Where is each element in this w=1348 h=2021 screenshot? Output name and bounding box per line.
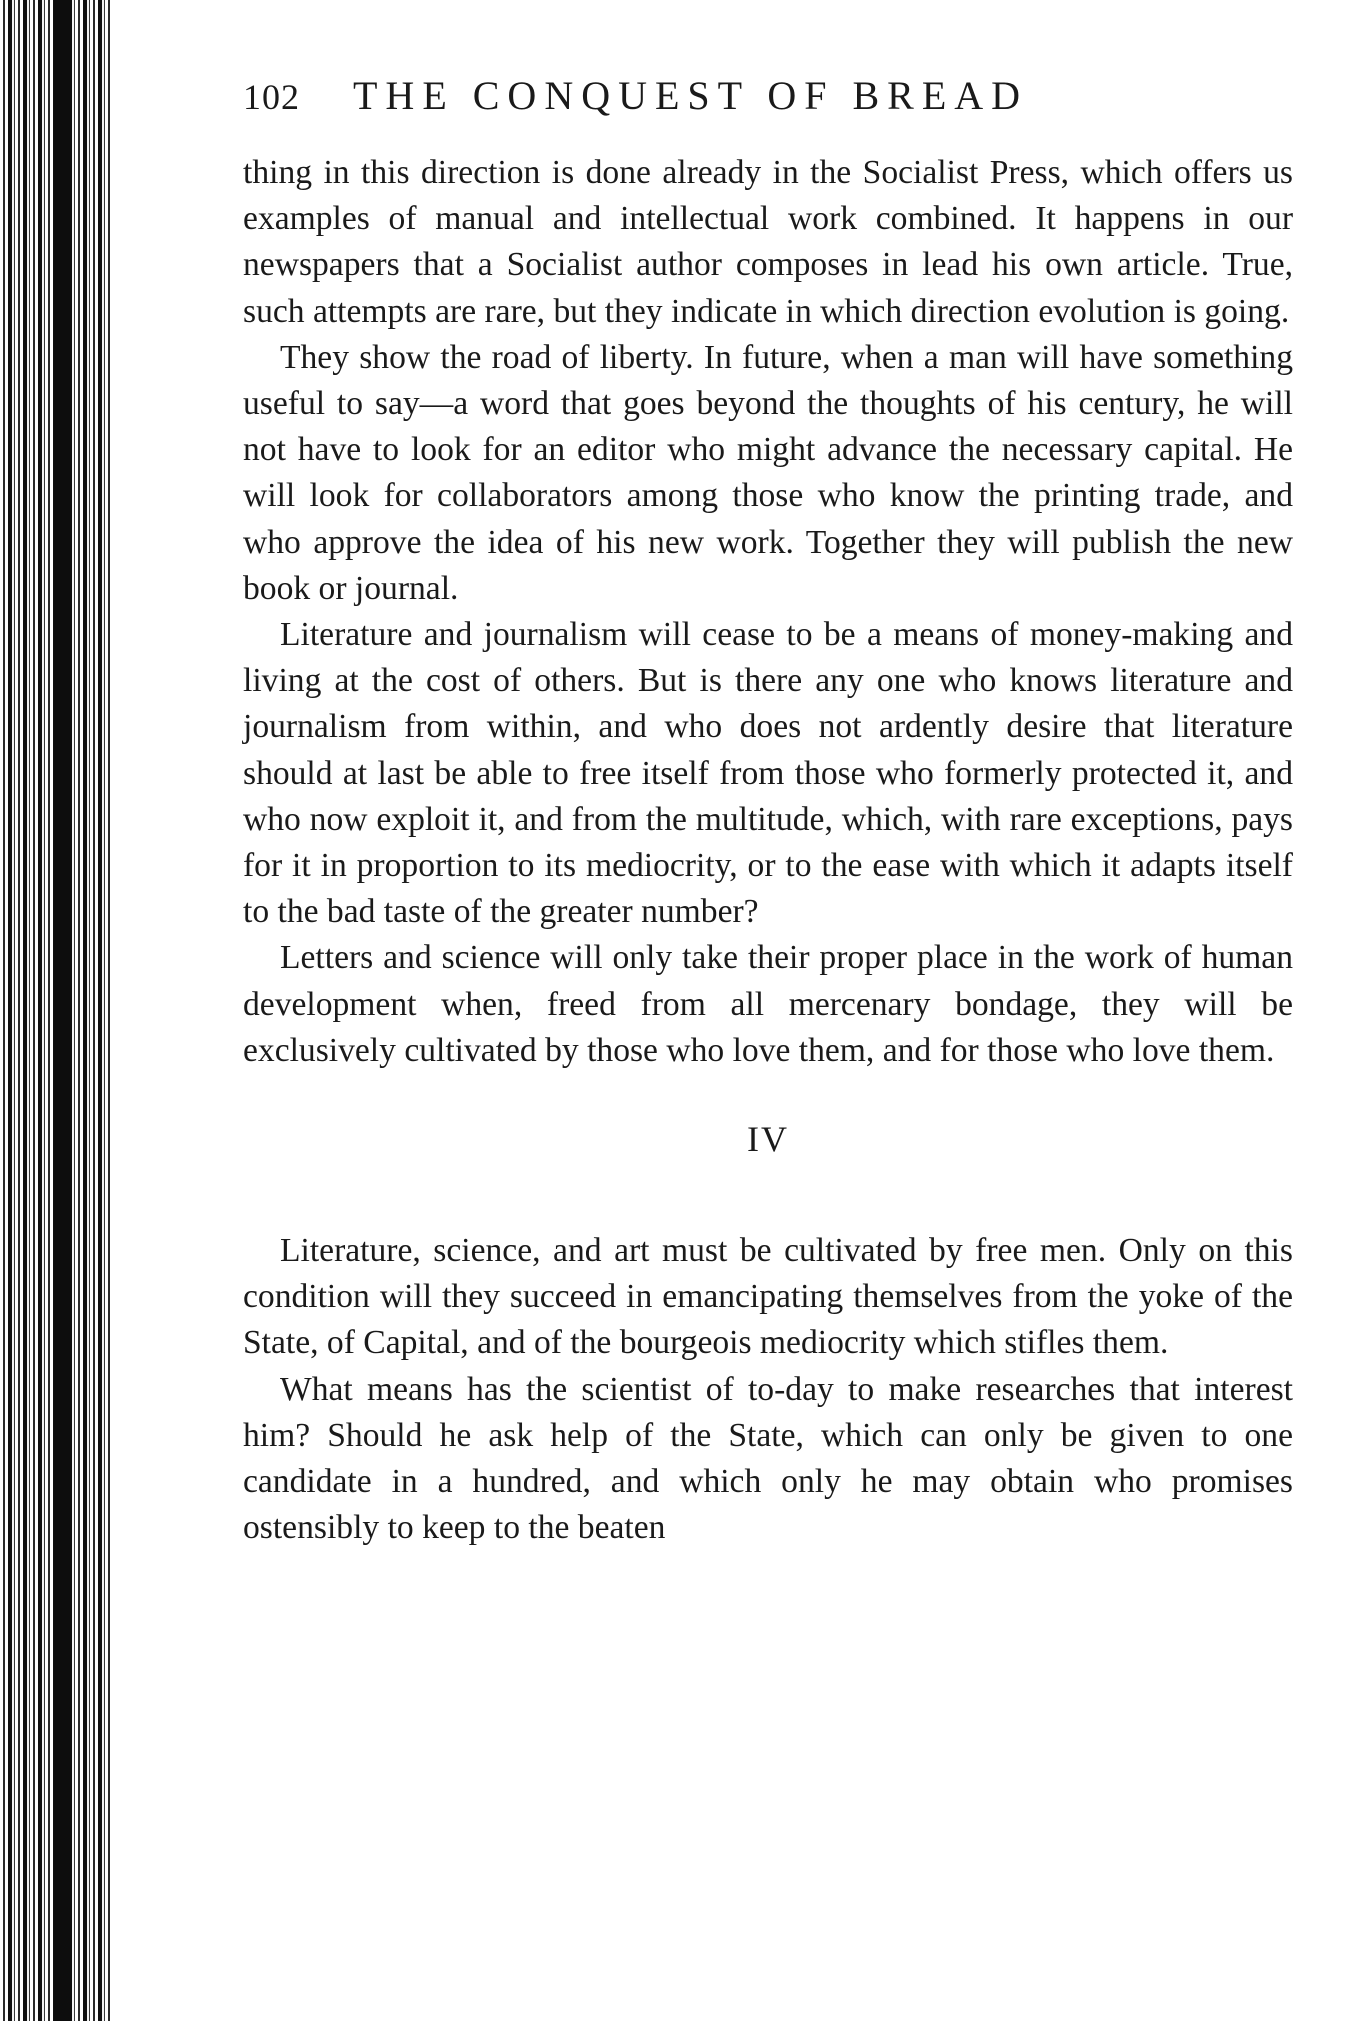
book-spine-shadow [54,0,72,2021]
paragraph: Letters and science will only take their proper place in the work of human development when, freed from all mercenary bondage, they will be exclusively cultivated by those who love them, and for those who love them. [243,939,1293,1069]
paragraph: Literature and journalism will cease to be a means of money-making and living at the cost of others. But is there any one who knows literature and journalism from within, and who does not ardently desire that literature should at last be able to free itself from those who formerly protected it, and who now exploit it, and from the multitude, which, with rare exceptions, pays for it in proportion to its mediocrity, or to the ease with which it adapts itself to the bad taste of the greater number? [243,616,1293,931]
section-heading: IV [747,1119,789,1160]
book-page [243,72,1293,1551]
paragraph: Literature, science, and art must be cultivated by free men. Only on this condition will they succeed in emancipating themselves from the yoke of the State, of Capital, and of the bourgeois mediocrity which stifles them. [243,1232,1293,1362]
page-header [243,72,1293,142]
paragraph: What means has the scientist of to-day to make researches that interest him? Should he ask help of the State, which can only be given to one candidate in a hundred, and which only he may obtain who promises ostensibly to keep to the beaten [243,1370,1293,1547]
paragraph-continued: thing in this direction is done already in the Socialist Press, which offers us examples of manual and intellectual work combined. It happens in our newspapers that a Socialist author composes in lead his own article. True, such attempts are rare, but they indicate in which direction evolution is going. [243,154,1293,330]
page-number: 102 [243,77,300,117]
running-title: THE CONQUEST OF BREAD [353,73,1029,118]
paragraph: They show the road of liberty. In future, when a man will have something useful to say—a word that goes beyond the thoughts of his century, he will not have to look for an editor who might advance the necessary capital. He will look for collaborators among those who know the printing trade, and who approve the idea of his new work. Together they will publish the new book or journal. [243,338,1293,607]
